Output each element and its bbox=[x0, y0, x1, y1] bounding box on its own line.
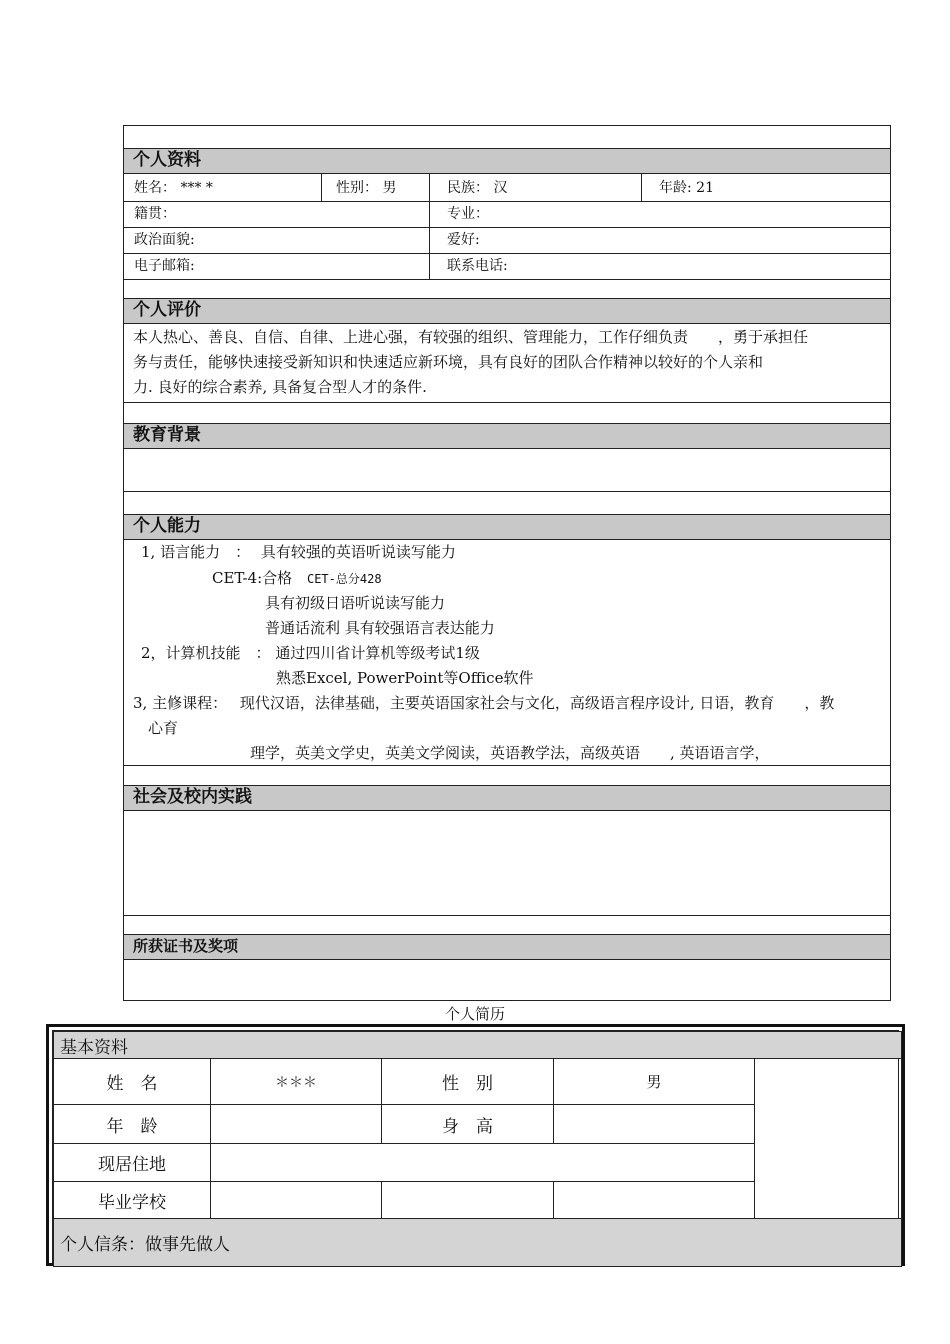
cet-score: CET-总分428 bbox=[306, 572, 382, 586]
language-ability bbox=[141, 542, 456, 562]
school-value-cell-3 bbox=[553, 1181, 755, 1219]
section-practice: 社会及校内实践 bbox=[124, 785, 890, 811]
height-label-cell: 身 高 bbox=[381, 1104, 554, 1144]
age-value: 21 bbox=[696, 180, 714, 196]
courses-label: 3, 主修课程： bbox=[133, 694, 228, 712]
gender-label: 性别： bbox=[336, 180, 378, 196]
courses-line-1: 现代汉语，法律基础，主要英语国家社会与文化，高级语言程序设计, 日语，教育 ，教 bbox=[239, 694, 835, 712]
resume-table bbox=[123, 125, 891, 1001]
name-label-cell: 姓 名 bbox=[53, 1058, 211, 1105]
gender-value: 男 bbox=[382, 180, 397, 196]
name-label: 姓名： bbox=[134, 180, 176, 196]
section-certificates: 所获证书及奖项 bbox=[124, 934, 890, 960]
age-value-cell bbox=[210, 1104, 382, 1144]
photo-cell bbox=[754, 1058, 902, 1219]
ethnicity-label: 民族： bbox=[447, 180, 489, 196]
personal-motto: 个人信条：做事先做人 bbox=[53, 1218, 902, 1267]
office-skill: 熟悉Excel, PowerPoint等Office软件 bbox=[276, 669, 534, 687]
computer-text: 通过四川省计算机等级考试1级 bbox=[275, 644, 480, 662]
name-value-cell: ＊＊＊ bbox=[210, 1058, 382, 1105]
evaluation-line-1: 本人热心、善良、自信、自律、上进心强，有较强的组织、管理能力，工作仔细负责 ，勇于承担任 bbox=[133, 328, 809, 346]
self-evaluation-text bbox=[133, 325, 885, 400]
ethnicity-field bbox=[447, 178, 507, 198]
age-label: 年龄: bbox=[659, 180, 692, 196]
basic-info-title: 基本资料 bbox=[53, 1031, 902, 1059]
courses-wrap: 心育 bbox=[148, 719, 179, 737]
computer-label: 2，计算机技能 ： bbox=[141, 644, 271, 662]
courses bbox=[133, 693, 834, 713]
age-field bbox=[659, 178, 714, 198]
phone-label: 联系电话: bbox=[447, 258, 508, 274]
hobby-label: 爱好: bbox=[447, 232, 480, 248]
caption: 个人简历 bbox=[444, 1005, 505, 1023]
mandarin-ability: 普通话流利 具有较强语言表达能力 bbox=[265, 619, 495, 637]
native-place-label: 籍贯： bbox=[134, 206, 176, 222]
computer-ability bbox=[141, 643, 480, 663]
evaluation-line-2: 务与责任，能够快速接受新知识和快速适应新环境，具有良好的团队合作精神以较好的个人亲和 bbox=[133, 353, 764, 371]
age-label-cell: 年 龄 bbox=[53, 1104, 211, 1144]
gender-value-cell: 男 bbox=[553, 1058, 755, 1105]
evaluation-line-3: 力. 良好的综合素养, 具备复合型人才的条件. bbox=[133, 378, 427, 396]
address-value-cell bbox=[210, 1143, 755, 1182]
major-label: 专业： bbox=[447, 206, 489, 222]
address-label-cell: 现居住地 bbox=[53, 1143, 211, 1182]
political-label: 政治面貌: bbox=[134, 232, 195, 248]
cet-label: CET-4: bbox=[212, 569, 263, 587]
section-self-evaluation: 个人评价 bbox=[124, 298, 890, 324]
ethnicity-value: 汉 bbox=[493, 180, 508, 196]
language-label: 1, 语言能力 ： bbox=[141, 543, 251, 561]
japanese-ability: 具有初级日语听说读写能力 bbox=[265, 594, 446, 612]
name-value: *** * bbox=[180, 180, 213, 196]
email-label: 电子邮箱: bbox=[134, 258, 195, 274]
gender-label-cell: 性 别 bbox=[381, 1058, 554, 1105]
gender-field bbox=[336, 178, 396, 198]
basic-info-table bbox=[46, 1024, 905, 1266]
school-value-cell-2 bbox=[381, 1181, 554, 1219]
section-education: 教育背景 bbox=[124, 423, 890, 449]
section-personal-info: 个人资料 bbox=[124, 148, 890, 174]
height-value-cell bbox=[553, 1104, 755, 1144]
name-field bbox=[134, 178, 213, 198]
cet-line bbox=[212, 568, 382, 589]
section-abilities: 个人能力 bbox=[124, 514, 890, 540]
language-text: 具有较强的英语听说读写能力 bbox=[260, 543, 456, 561]
school-label-cell: 毕业学校 bbox=[53, 1181, 211, 1219]
cet-value: 合格 bbox=[262, 569, 293, 587]
courses-line-2: 理学，英美文学史，英美文学阅读，英语教学法，高级英语 , 英语语言学， bbox=[250, 744, 770, 762]
school-value-cell-1 bbox=[210, 1181, 382, 1219]
